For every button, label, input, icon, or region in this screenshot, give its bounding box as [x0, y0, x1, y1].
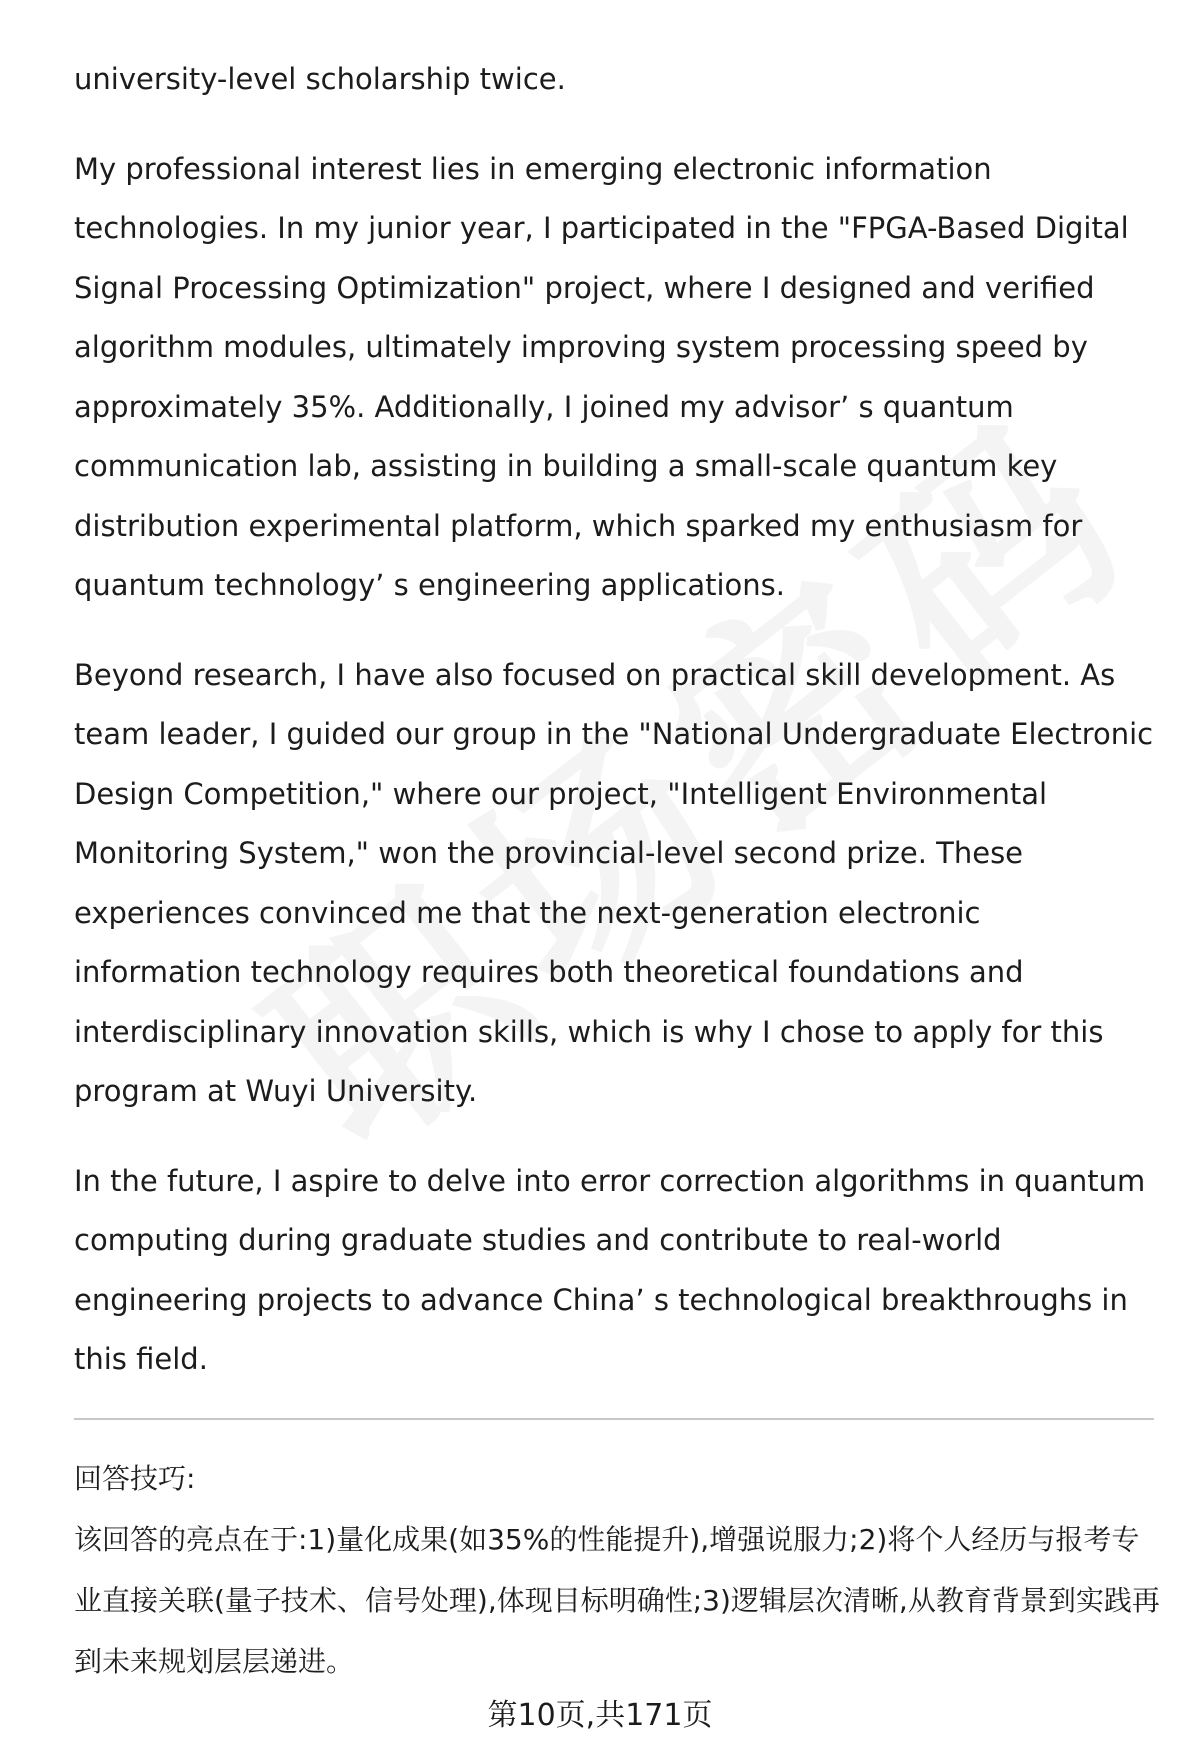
paragraph-4: In the future, I aspire to delve into error correction algorithms in quantum computing during graduate studies and contribute to real-world engineering projects to advance China’ s technological breakthroughs in this field.	[74, 1163, 1146, 1376]
paragraph-2: My professional interest lies in emerging electronic information technologies. In my junior year, I participated in the "FPGA-Based Digital Signal Processing Optimization" project, where I designed and verified algorithm modules, ultimately improving system processing speed by approximately 35%. Additionally, I joined my advisor’ s quantum communication lab, assisting in building a small-scale quantum key distribution experimental platform, which sparked my enthusiasm for quantum technology’ s engineering applications.	[74, 151, 1129, 602]
tips-title: 回答技巧:	[74, 1462, 196, 1495]
paragraph-3: Beyond research, I have also focused on practical skill development. As team leader, I guided our group in the "National Undergraduate Electronic Design Competition," where our project, "Intelligent Environmental Monitoring System," won the provincial-level second prize. These experiences convinced me that the next-generation electronic information technology requires both theoretical foundations and interdisciplinary innovation skills, which is why I chose to apply for this program at Wuyi University.	[74, 657, 1154, 1108]
essay-content	[74, 50, 1154, 1420]
page-number: 第10页,共171页	[487, 1698, 713, 1733]
tips-body: 该回答的亮点在于:1)量化成果(如35%的性能提升),增强说服力;2)将个人经历与报考专业直接关联(量子技术、信号处理),体现目标明确性;3)逻辑层次清晰,从教育背景到实践再到未来规划层层递进。	[74, 1523, 1160, 1678]
answer-tips	[74, 1448, 1164, 1692]
section-divider	[74, 1418, 1154, 1420]
paragraph-1: university-level scholarship twice.	[74, 62, 566, 96]
